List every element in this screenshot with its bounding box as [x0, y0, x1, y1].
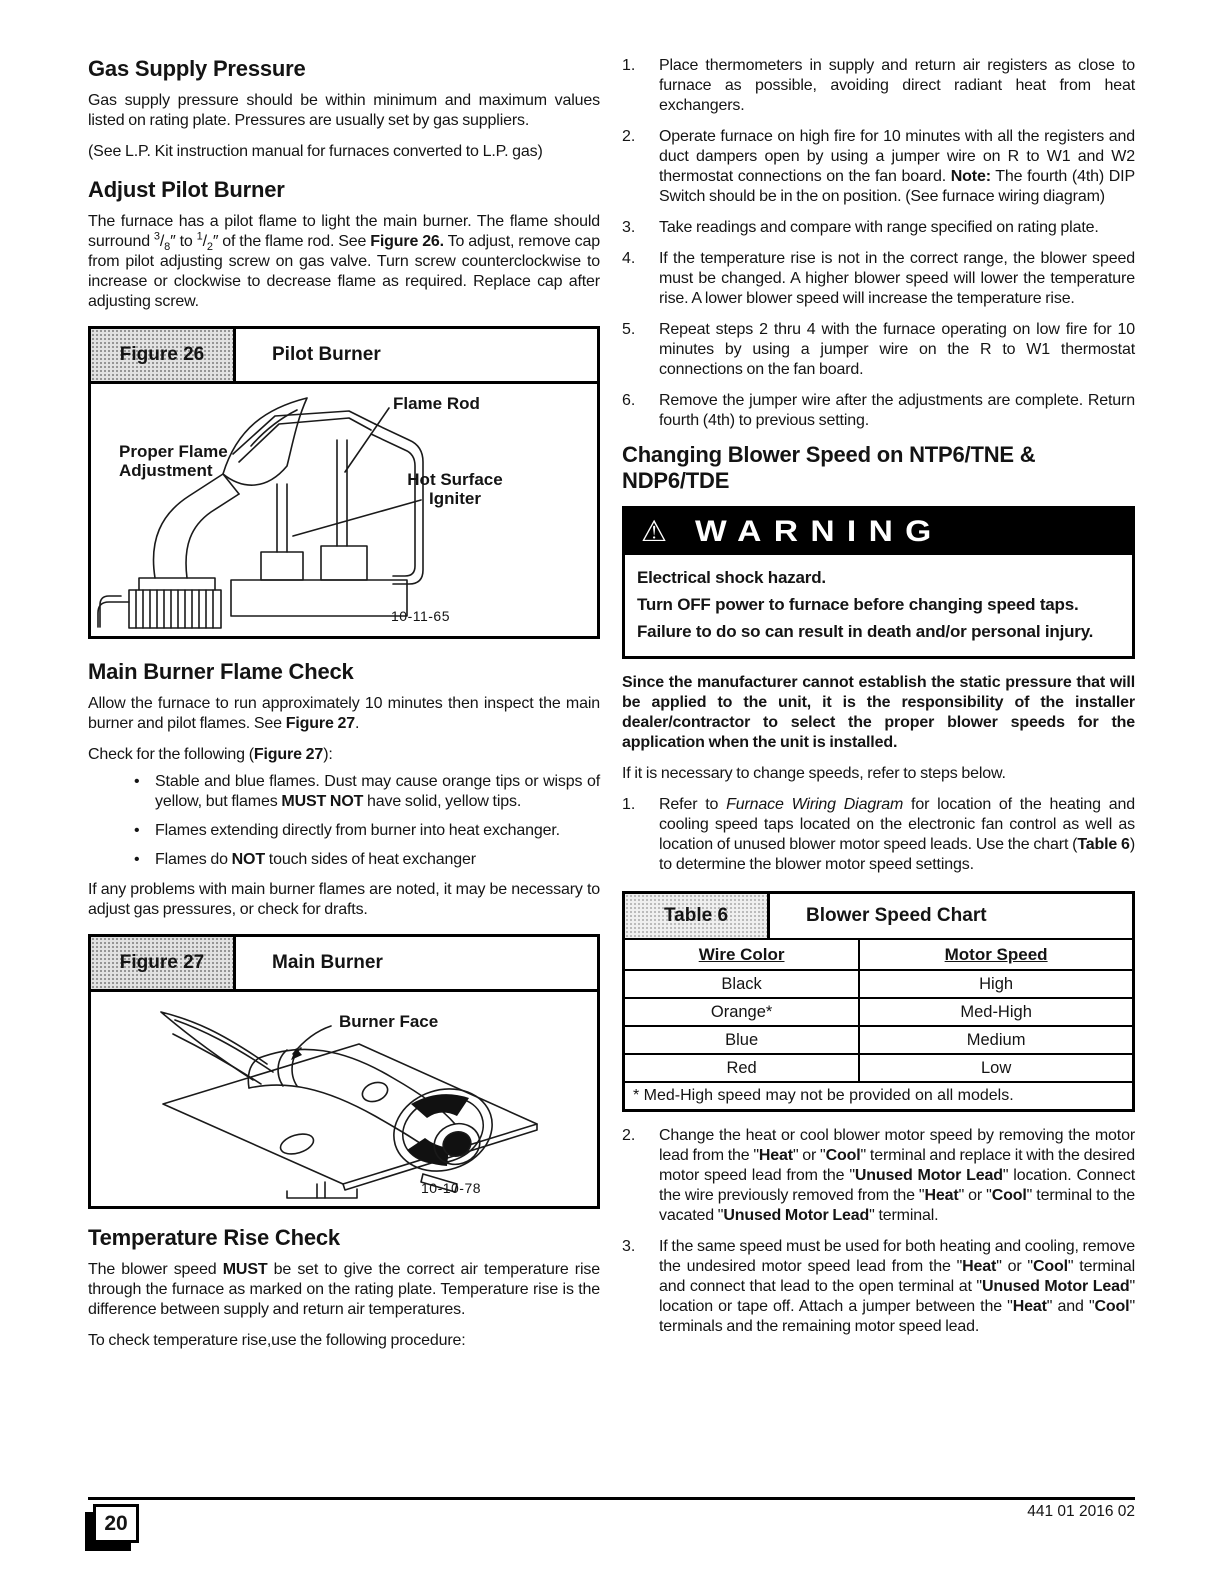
pilot-burner-drawing: [91, 384, 597, 636]
list-item: [134, 772, 600, 812]
step-number: 4.: [622, 250, 636, 267]
warning-body: [625, 555, 1132, 656]
procedure-step: [622, 56, 1135, 116]
figure-26-drawing-code: 10-11-65: [391, 608, 451, 624]
cell-motor-speed: Med-High: [960, 1002, 1032, 1021]
step-text: Operate furnace on high fire for 10 minutes with all the registers and duct dampers open by using a jumper wire on R to W1 and W2 thermostat connections on the fan board. Note: The fourth (4th) DIP Switch should be in the on position. (See furnace wiring diagram): [659, 128, 1135, 205]
page-number: 20: [93, 1504, 139, 1543]
procedure-step: [622, 391, 1135, 431]
cell-wire-color: Red: [625, 1055, 860, 1081]
step-number: 2.: [622, 128, 636, 145]
figure-27-tag: Figure 27: [91, 937, 236, 989]
step-text: Repeat steps 2 thru 4 with the furnace operating on low fire for 10 minutes by using a jumper wire on the R to W1 thermostat connections on the fan board.: [659, 321, 1135, 378]
table-row: [625, 971, 1132, 999]
table-row: [625, 1055, 1132, 1083]
cell-motor-speed: Medium: [966, 1030, 1026, 1049]
warning-box: [622, 506, 1135, 659]
table-6: [622, 891, 1135, 1112]
figure-27-drawing-code: 10-10-78: [421, 1180, 482, 1196]
step-number: 3.: [622, 1238, 636, 1255]
bullet-marker: •: [134, 851, 140, 868]
warning-triangle-icon: ⚠: [641, 515, 667, 548]
table-6-caption: Blower Speed Chart: [806, 905, 987, 926]
step-number: 1.: [622, 796, 636, 813]
paragraph-bold-notice: Since the manufacturer cannot establish the static pressure that will be applied to the unit, it is the responsibility of the installer dealer/contractor to select the proper blower speeds for the application when the unit is installed.: [622, 674, 1135, 751]
figure-27-body: [91, 992, 597, 1206]
figure-27-box: [88, 934, 600, 1209]
step-number: 5.: [622, 321, 636, 338]
table-6-header: [625, 894, 1132, 940]
step-number: 3.: [622, 219, 636, 236]
figure-26-tag: Figure 26: [91, 329, 236, 381]
procedure-step: [622, 1126, 1135, 1226]
step-text: Take readings and compare with range specified on rating plate.: [659, 219, 1099, 236]
footer-rule: [88, 1497, 1135, 1500]
warning-line: Failure to do so can result in death and/or personal injury.: [637, 622, 1094, 641]
step-number: 1.: [622, 57, 636, 74]
cell-motor-speed: High: [979, 974, 1014, 993]
table-row: [625, 1027, 1132, 1055]
procedure-step: [622, 1237, 1135, 1337]
section-heading-gas-supply-pressure: Gas Supply Pressure: [88, 56, 306, 81]
left-column: [88, 56, 600, 1351]
paragraph: Allow the furnace to run approximately 10 minutes then inspect the main burner and pilot flames. See Figure 27.: [88, 695, 600, 732]
bullet-text: Flames do NOT touch sides of heat exchanger: [155, 851, 476, 868]
paragraph: If any problems with main burner flames are noted, it may be necessary to adjust gas pressures, or check for drafts.: [88, 881, 600, 918]
warning-header: [625, 509, 1132, 555]
step-text: Refer to Furnace Wiring Diagram for location of the heating and cooling speed taps located on the electronic fan control as well as location of unused blower motor speed leads. Use the chart (Table 6) to determine the blower motor speed settings.: [659, 796, 1135, 873]
figure-26-header: [91, 329, 597, 384]
paragraph: (See L.P. Kit instruction manual for furnaces converted to L.P. gas): [88, 143, 543, 160]
procedure-step: [622, 218, 1135, 238]
column-header-motor-speed: Motor Speed: [944, 944, 1048, 964]
step-text: If the temperature rise is not in the correct range, the blower speed must be changed. A higher blower speed will lower the temperature rise. A lower blower speed will increase the temperature rise.: [659, 250, 1135, 307]
warning-title: WARNING: [695, 515, 944, 548]
paragraph: Check for the following (Figure 27):: [88, 746, 333, 763]
bullet-marker: •: [134, 822, 140, 839]
cell-wire-color: Orange*: [625, 999, 860, 1025]
figure-label-hot-surface-igniter: Hot Surface Igniter: [407, 470, 503, 508]
figure-27-caption: Main Burner: [272, 952, 383, 973]
warning-line: Turn OFF power to furnace before changing speed taps.: [637, 595, 1079, 614]
paragraph: Gas supply pressure should be within minimum and maximum values listed on rating plate. Pressures are usually set by gas suppliers.: [88, 92, 600, 129]
paragraph: If it is necessary to change speeds, refer to steps below.: [622, 765, 1006, 782]
table-row: [625, 999, 1132, 1027]
section-heading-changing-blower-speed: Changing Blower Speed on NTP6/TNE & NDP6/TDE: [622, 442, 1036, 493]
section-heading-main-burner-flame-check: Main Burner Flame Check: [88, 659, 354, 684]
right-column: [622, 56, 1135, 1351]
figure-label-proper-flame-adjustment: Proper Flame Adjustment: [119, 442, 228, 480]
column-header-wire-color: Wire Color: [625, 940, 860, 969]
cell-wire-color: Black: [625, 971, 860, 997]
cell-motor-speed: Low: [980, 1058, 1012, 1077]
step-text: Change the heat or cool blower motor speed by removing the motor lead from the "Heat" or "Cool" terminal and replace it with the desired motor speed lead from the "Unused Motor Lead" location. Connect the wire previously removed from the "Heat" or "Cool" terminal to the vacated "Unused Motor Lead" terminal.: [659, 1127, 1136, 1224]
bullet-marker: •: [134, 773, 140, 790]
bullet-text: Stable and blue flames. Dust may cause orange tips or wisps of yellow, but flames MUST NOT have solid, yellow tips.: [155, 773, 600, 810]
document-code: 441 01 2016 02: [1027, 1503, 1135, 1520]
step-text: If the same speed must be used for both heating and cooling, remove the undesired motor speed lead from the "Heat" or "Cool" terminal and connect that lead to the open terminal at "Unused Motor Lead" location or tape off. Attach a jumper between the "Heat" and "Cool" terminals and the remaining motor speed lead.: [659, 1238, 1135, 1335]
figure-26-body: [91, 384, 597, 636]
procedure-step: [622, 320, 1135, 380]
figure-26-caption: Pilot Burner: [272, 344, 381, 365]
warning-line: Electrical shock hazard.: [637, 568, 826, 587]
section-heading-adjust-pilot-burner: Adjust Pilot Burner: [88, 177, 285, 202]
section-heading-temperature-rise-check: Temperature Rise Check: [88, 1225, 340, 1250]
figure-26-box: [88, 326, 600, 639]
step-text: Remove the jumper wire after the adjustments are complete. Return fourth (4th) to previous setting.: [659, 392, 1135, 429]
procedure-step: [622, 249, 1135, 309]
cell-wire-color: Blue: [625, 1027, 860, 1053]
bullet-text: Flames extending directly from burner into heat exchanger.: [155, 822, 560, 839]
list-item: [134, 821, 600, 841]
procedure-step: [622, 795, 1135, 875]
paragraph: The furnace has a pilot flame to light the main burner. The flame should surround $^3/_8''$ to $^1/_2''$ of the flame rod. See Figure 26. To adjust, remove cap from pilot adjusting screw on gas valve. Turn screw counterclockwise to increase or clockwise to decrease flame as required. Replace cap after adjusting screw.: [88, 213, 600, 310]
flame-check-bullet-list: [88, 772, 600, 870]
step-text: Place thermometers in supply and return air registers as close to furnace as possible, avoiding direct radiant heat from heat exchangers.: [659, 57, 1135, 114]
step-number: 2.: [622, 1127, 636, 1144]
figure-label-flame-rod: Flame Rod: [393, 394, 480, 413]
list-item: [134, 850, 600, 870]
table-footnote: * Med-High speed may not be provided on all models.: [633, 1087, 1014, 1104]
paragraph: To check temperature rise,use the following procedure:: [88, 1332, 466, 1349]
procedure-step: [622, 127, 1135, 207]
paragraph: The blower speed MUST be set to give the correct air temperature rise through the furnace as marked on the rating plate. Temperature rise is the difference between supply and return air temperatures.: [88, 1261, 600, 1318]
step-number: 6.: [622, 392, 636, 409]
figure-27-header: [91, 937, 597, 992]
table-column-headers: [625, 940, 1132, 971]
figure-label-burner-face: Burner Face: [339, 1012, 439, 1031]
table-6-tag: Table 6: [625, 894, 770, 938]
